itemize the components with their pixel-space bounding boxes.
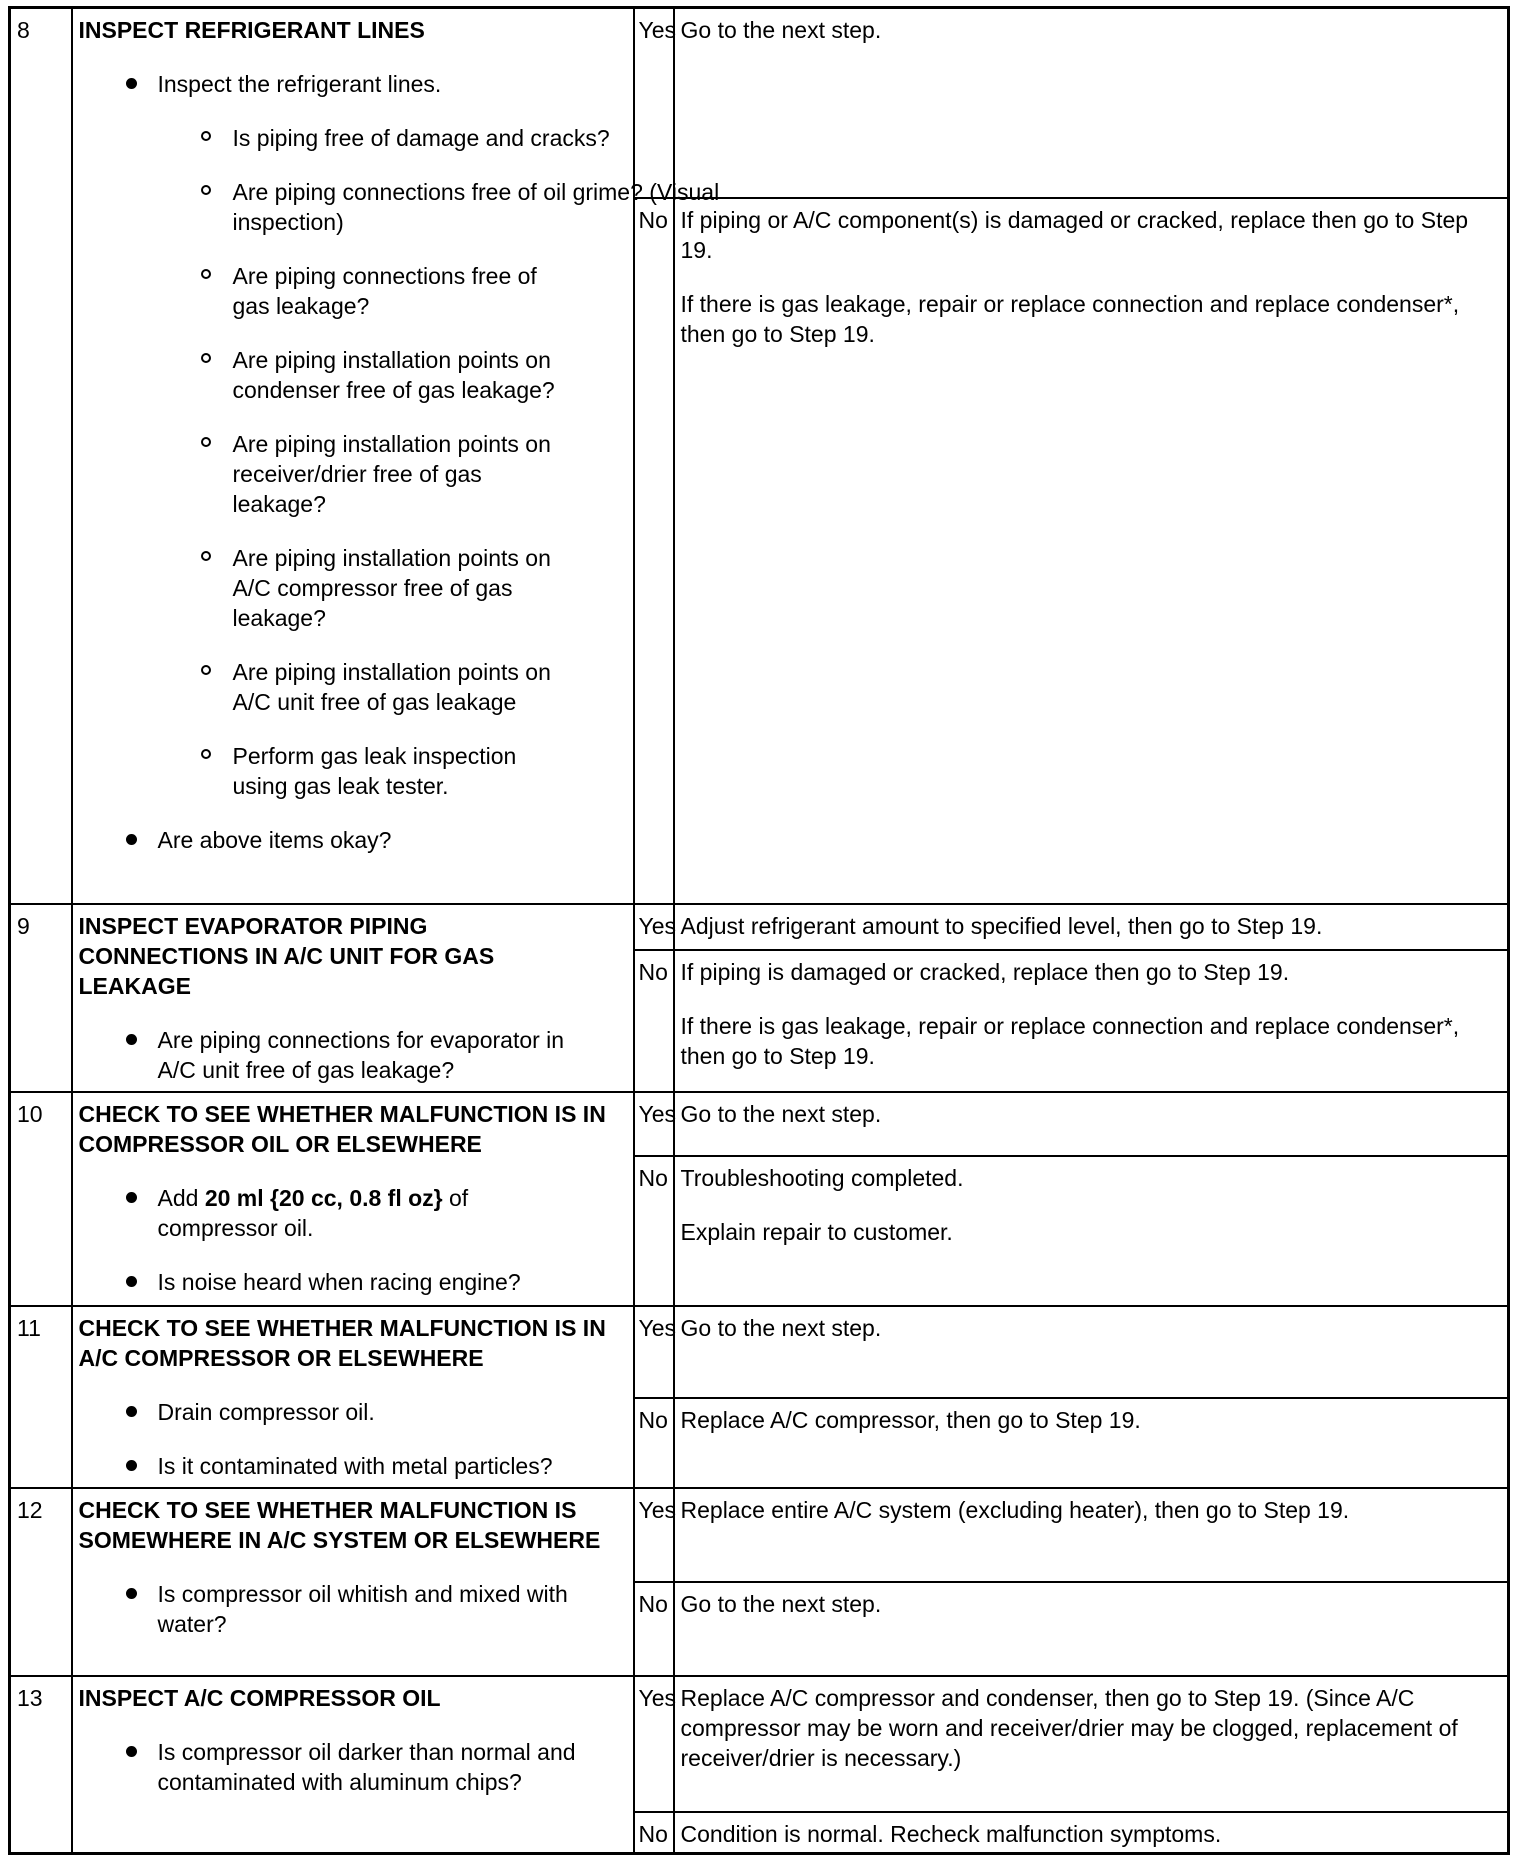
action-text: If piping or A/C component(s) is damaged or cracked, replace then go to Step 19. [680, 206, 1469, 263]
yes-action [674, 8, 1509, 198]
step-13-checklist [79, 1737, 627, 1797]
no-action [674, 1812, 1509, 1854]
yes-action [674, 1092, 1509, 1156]
no-label: No [634, 950, 674, 1092]
action-text: Condition is normal. Recheck malfunction symptoms. [680, 1820, 1222, 1847]
step-10-description [72, 1092, 634, 1306]
action-text: Go to the next step. [680, 1590, 882, 1617]
bullet-item: Are piping connections for evaporator in A/C unit free of gas leakage? [121, 1025, 588, 1085]
step-9-description [72, 904, 634, 1092]
action-text: If piping is damaged or cracked, replace then go to Step 19. [680, 958, 1290, 985]
action-text: Explain repair to customer. [680, 1218, 953, 1245]
action-text: Replace A/C compressor and condenser, then go to Step 19. (Since A/C compressor may be worn and receiver/drier may be clogged, replacement of receiver/drier is necessary.) [680, 1684, 1458, 1771]
bullet-text: of compressor oil. [157, 1184, 469, 1241]
yes-action [674, 1488, 1509, 1582]
yes-label: Yes [634, 8, 674, 198]
action-text: Go to the next step. [680, 1100, 882, 1127]
step-11-description [72, 1306, 634, 1488]
step-number: 11 [10, 1306, 72, 1488]
yes-label: Yes [634, 904, 674, 950]
step-number: 9 [10, 904, 72, 1092]
step-12-description [72, 1488, 634, 1676]
bullet-item: Is it contaminated with metal particles? [121, 1451, 627, 1481]
sub-item: Are piping connections free of gas leakage? [195, 261, 563, 321]
action-text: If there is gas leakage, repair or replace connection and replace condenser*, then go to Step 19. [680, 290, 1460, 347]
no-label: No [634, 1156, 674, 1306]
step-8-yes-row [10, 8, 1509, 198]
step-number: 10 [10, 1092, 72, 1306]
step-11-checklist [79, 1397, 627, 1481]
no-label: No [634, 198, 674, 904]
action-text: Troubleshooting completed. [680, 1164, 964, 1191]
bullet-text: Add [157, 1184, 205, 1211]
step-13-description [72, 1676, 634, 1854]
step-title: CHECK TO SEE WHETHER MALFUNCTION IS IN COMPRESSOR OIL OR ELSEWHERE [78, 1100, 606, 1157]
yes-action [674, 1306, 1509, 1398]
action-text: Go to the next step. [680, 17, 882, 43]
yes-action [674, 1676, 1509, 1812]
bullet-item: Is compressor oil darker than normal and contaminated with aluminum chips? [121, 1737, 618, 1797]
no-action [674, 1582, 1509, 1676]
action-text: Adjust refrigerant amount to specified level, then go to Step 19. [680, 912, 1323, 939]
bullet-item: Is compressor oil whitish and mixed with water? [121, 1579, 608, 1639]
bullet-item: Drain compressor oil. [121, 1397, 627, 1427]
sub-item: Are piping installation points on condenser free of gas leakage? [195, 345, 583, 405]
step-title: CHECK TO SEE WHETHER MALFUNCTION IS SOMEWHERE IN A/C SYSTEM OR ELSEWHERE [78, 1496, 601, 1553]
step-number: 8 [10, 8, 72, 904]
step-13-yes-row [10, 1676, 1509, 1812]
action-text: Go to the next step. [680, 1314, 882, 1341]
action-text: Replace entire A/C system (excluding heater), then go to Step 19. [680, 1496, 1350, 1523]
step-12-yes-row [10, 1488, 1509, 1582]
troubleshooting-table [8, 6, 1510, 1855]
step-12-checklist [79, 1579, 627, 1639]
no-action [674, 1398, 1509, 1488]
yes-label: Yes [634, 1676, 674, 1812]
no-action [674, 198, 1509, 904]
step-9-yes-row [10, 904, 1509, 950]
yes-action [674, 904, 1509, 950]
step-number: 13 [10, 1676, 72, 1854]
oil-amount: 20 ml {20 cc, 0.8 fl oz} [204, 1184, 443, 1211]
sub-item: Are piping installation points on A/C compressor free of gas leakage? [195, 543, 563, 633]
step-title: CHECK TO SEE WHETHER MALFUNCTION IS IN A/C COMPRESSOR OR ELSEWHERE [78, 1314, 606, 1371]
no-label: No [634, 1398, 674, 1488]
sub-item: Are piping installation points on receiver/drier free of gas leakage? [195, 429, 563, 519]
action-text: If there is gas leakage, repair or replace connection and replace condenser*, then go to Step 19. [680, 1012, 1460, 1069]
step-title: INSPECT EVAPORATOR PIPING CONNECTIONS IN A/C UNIT FOR GAS LEAKAGE [78, 912, 495, 999]
yes-label: Yes [634, 1092, 674, 1156]
step-number: 12 [10, 1488, 72, 1676]
no-action [674, 1156, 1509, 1306]
step-10-yes-row [10, 1092, 1509, 1156]
bullet-item [121, 1183, 518, 1243]
sub-item: Are piping installation points on A/C unit free of gas leakage [195, 657, 563, 717]
sub-item: Is piping free of damage and cracks? [195, 123, 743, 153]
step-title: INSPECT REFRIGERANT LINES [78, 17, 425, 43]
bullet-item: Are above items okay? [121, 825, 627, 855]
bullet-text: Inspect the refrigerant lines. [157, 71, 442, 97]
no-label: No [634, 1812, 674, 1854]
yes-label: Yes [634, 1488, 674, 1582]
no-label: No [634, 1582, 674, 1676]
step-11-yes-row [10, 1306, 1509, 1398]
yes-label: Yes [634, 1306, 674, 1398]
bullet-item: Is noise heard when racing engine? [121, 1267, 627, 1297]
step-9-checklist [79, 1025, 627, 1085]
sub-item: Perform gas leak inspection using gas leak tester. [195, 741, 563, 801]
sub-item: Are piping connections free of oil grime? (Visual inspection) [195, 177, 743, 237]
step-title: INSPECT A/C COMPRESSOR OIL [78, 1684, 441, 1711]
step-10-checklist [79, 1183, 627, 1297]
no-action [674, 950, 1509, 1092]
action-text: Replace A/C compressor, then go to Step 19. [680, 1406, 1141, 1433]
